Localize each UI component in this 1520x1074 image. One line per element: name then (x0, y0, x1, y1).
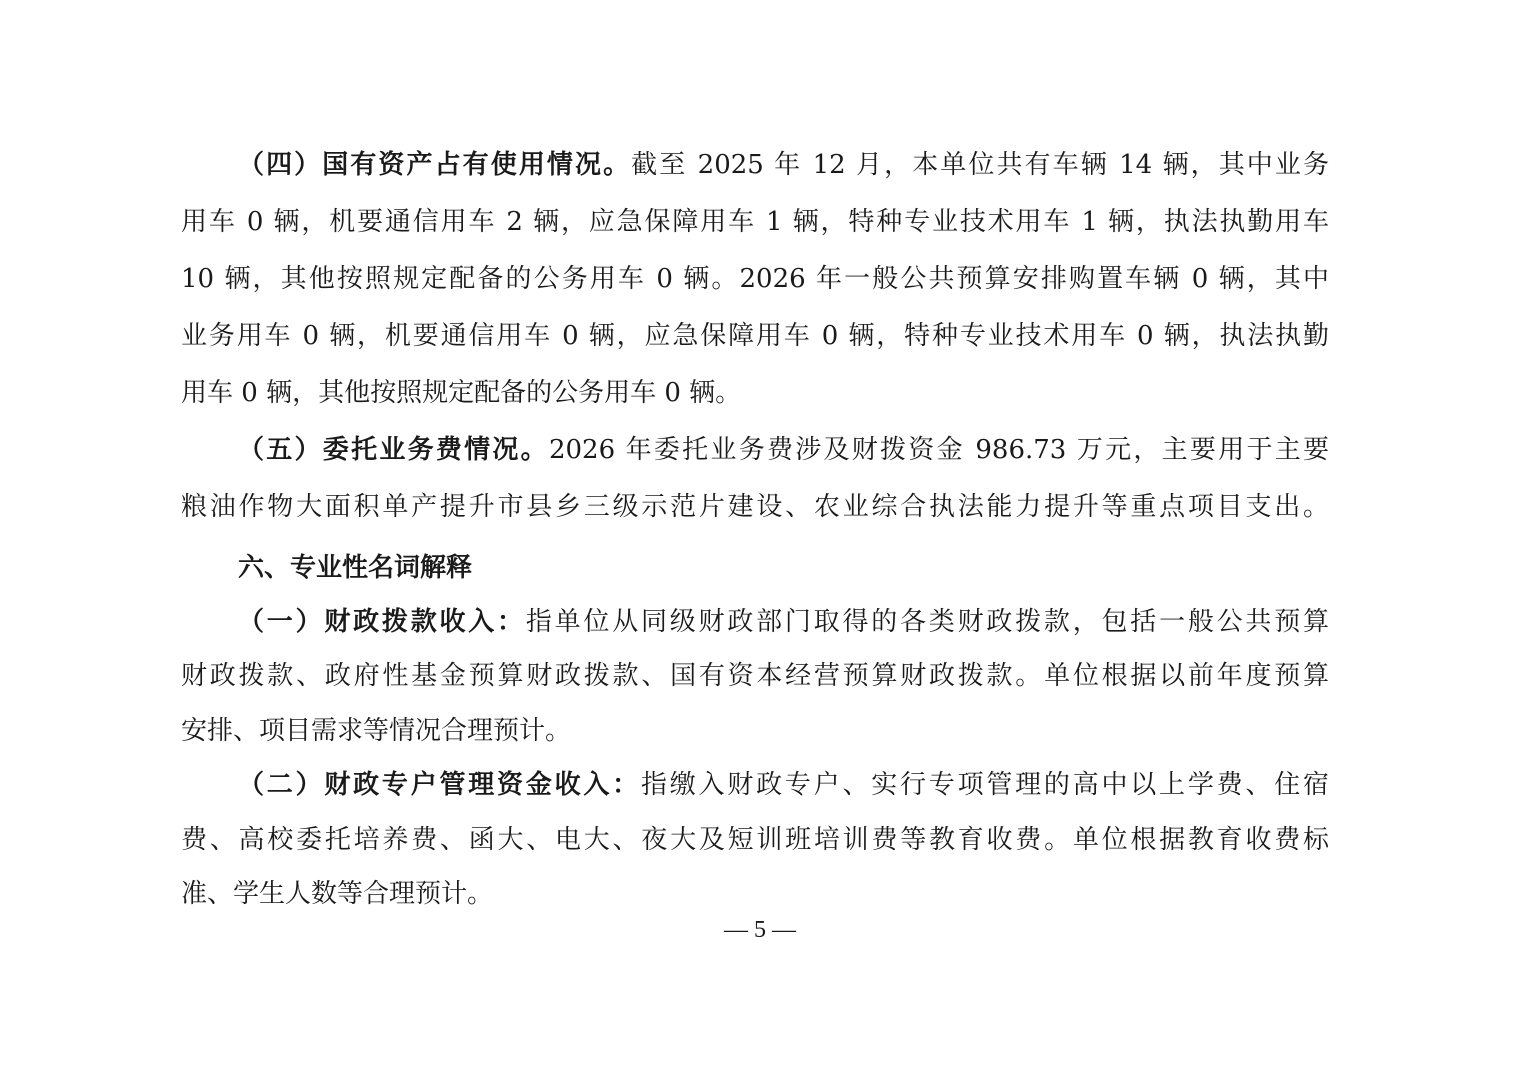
paragraph-special-line-2: 费、高校委托培养费、函大、电大、夜大及短训班培训费等教育收费。单位根据教育收费标 (181, 825, 1329, 855)
paragraph-vehicles-line-4: 业务用车 0 辆，机要通信用车 0 辆，应急保障用车 0 辆，特种专业技术用车 0 辆，执法执勤 (181, 321, 1329, 351)
paragraph-fiscal-line-1 (238, 602, 1329, 642)
special-text-1: 指缴入财政专户、实行专项管理的高中以上学费、住宿 (640, 770, 1329, 800)
paragraph-vehicles-line-5: 用车 0 辆，其他按照规定配备的公务用车 0 辆。 (181, 378, 742, 408)
vehicles-label: （四）国有资产占有使用情况。 (238, 150, 632, 180)
commission-text-1: 2026 年委托业务费涉及财拨资金 986.73 万元，主要用于主要 (548, 435, 1329, 465)
vehicles-text-1: 截至 2025 年 12 月，本单位共有车辆 14 辆，其中业务 (631, 150, 1329, 180)
paragraph-vehicles-line-2: 用车 0 辆，机要通信用车 2 辆，应急保障用车 1 辆，特种专业技术用车 1 辆，执法执勤用车 (181, 207, 1329, 237)
page-number: — 5 — (724, 917, 796, 943)
paragraph-vehicles-line-1 (238, 145, 1329, 185)
paragraph-special-line-1 (238, 765, 1329, 805)
glossary-heading: 六、专业性名词解释 (238, 553, 473, 583)
commission-label: （五）委托业务费情况。 (238, 435, 549, 465)
paragraph-fiscal-line-2: 财政拨款、政府性基金预算财政拨款、国有资本经营预算财政拨款。单位根据以前年度预算 (181, 661, 1329, 691)
paragraph-special-line-3: 准、学生人数等合理预计。 (181, 879, 494, 909)
fiscal-text-1: 指单位从同级财政部门取得的各类财政拨款，包括一般公共预算 (525, 607, 1329, 637)
paragraph-fiscal-line-3: 安排、项目需求等情况合理预计。 (181, 716, 572, 746)
paragraph-commission-line-2: 粮油作物大面积单产提升市县乡三级示范片建设、农业综合执法能力提升等重点项目支出。 (181, 492, 1329, 522)
fiscal-term: （一）财政拨款收入： (238, 607, 526, 637)
paragraph-commission-line-1 (238, 430, 1329, 470)
paragraph-vehicles-line-3: 10 辆，其他按照规定配备的公务用车 0 辆。2026 年一般公共预算安排购置车辆 0 辆，其中 (181, 264, 1329, 294)
special-term: （二）财政专户管理资金收入： (238, 770, 641, 800)
